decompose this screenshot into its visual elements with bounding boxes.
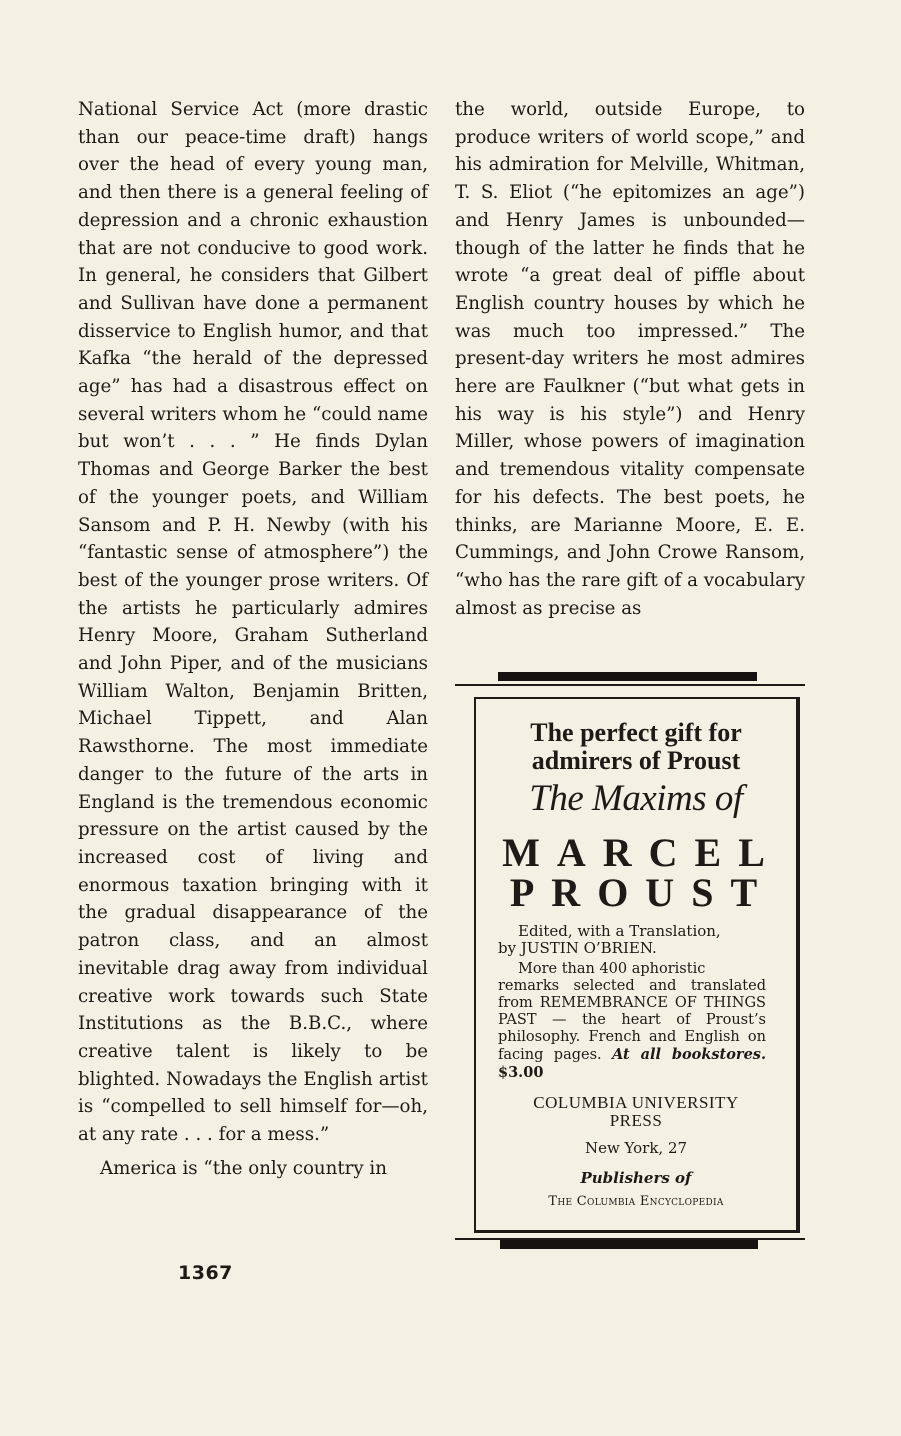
ad-description bbox=[498, 961, 766, 1082]
right-paragraph-1: the world, outside Europe, to produce writers of world scope,” and his admiration for Melville, Whitman, T. S. Eliot (“he epitomizes an age”) and Henry James is unbounded—though of the latter he finds that he wrote “a great deal of piffle about English country houses by which he was much too impressed.” The present-day writers he most admires here are Faulkner (“but what gets in his way is his style”) and Henry Miller, whose powers of imagination and tremendous vitality compensate for his defects. The best poets, he thinks, are Marianne Moore, E. E. Cummings, and John Crowe Ransom, “who has the rare gift of a vocabulary almost as precise as bbox=[455, 99, 805, 619]
left-paragraph-1: National Service Act (more drastic than our peace-time draft) hangs over the head of every young man, and then there is a general feeling of depression and a chronic exhaustion that are not conducive to good work. In general, he considers that Gilbert and Sullivan have done a permanent disservice to English humor, and that Kafka “the herald of the depressed age” has had a disastrous effect on several writers whom he “could name but won’t . . . ” He finds Dylan Thomas and George Barker the best of the younger poets, and William Sansom and P. H. Newby (with his “fantastic sense of atmosphere”) the best of the younger prose writers. Of the artists he particularly admires Henry Moore, Graham Sutherland and John Piper, and of the musicians William Walton, Benjamin Britten, Michael Tippett, and Alan Rawsthorne. The most immediate danger to the future of the arts in England is the tremendous economic pressure on the artist caused by the increased cost of living and enormous taxation bringing with it the gradual disappearance of the patron class, and an almost inevitable drag away from individual creative work towards such State Institutions as the B.B.C., where creative talent is likely to be blighted. Nowadays the English artist is “compelled to sell himself for—oh, at any rate . . . for a mess.” bbox=[78, 99, 428, 1146]
ad-edited-line2: by JUSTIN O’BRIEN. bbox=[498, 939, 657, 957]
ad-publisher-name bbox=[476, 1094, 796, 1130]
ad-book-title-proust: PROUST bbox=[509, 870, 775, 915]
ad-headline-line2: admirers of Proust bbox=[531, 746, 741, 775]
ad-city: New York, 27 bbox=[584, 1139, 688, 1157]
page-number: 1367 bbox=[178, 1262, 233, 1284]
ad-headline bbox=[476, 719, 796, 775]
right-text-column bbox=[455, 96, 805, 622]
ad-desc-rest: remarks selected and translated from REMEMBRANCE OF THINGS PAST — the heart of Proust’s philosophy. French and English on facing pages. bbox=[498, 978, 766, 1063]
ad-book-title-italic: The Maxims of bbox=[529, 778, 743, 819]
ad-desc-shops: At all bookstores. bbox=[612, 1046, 767, 1063]
ad-press-line1: COLUMBIA UNIVERSITY bbox=[533, 1093, 739, 1112]
ad-press-line2: PRESS bbox=[609, 1111, 663, 1130]
ad-bottom-bar bbox=[500, 1240, 758, 1249]
proust-advertisement bbox=[474, 697, 800, 1233]
ad-encyclopedia: The Columbia Encyclopedia bbox=[548, 1194, 724, 1209]
ad-edited-line1: Edited, with a Translation, bbox=[518, 922, 721, 940]
ad-price: $3.00 bbox=[498, 1064, 544, 1081]
left-text-column bbox=[78, 96, 428, 1182]
ad-publishers-of: Publishers of bbox=[580, 1169, 692, 1187]
ad-book-title-marcel: MARCEL bbox=[502, 830, 782, 875]
ad-headline-line1: The perfect gift for bbox=[530, 718, 742, 747]
ad-editor-credit bbox=[498, 923, 766, 957]
ad-desc-first: More than 400 aphoristic bbox=[518, 961, 706, 977]
left-paragraph-2: America is “the only country in bbox=[100, 1157, 387, 1179]
ad-top-bar bbox=[498, 672, 757, 681]
